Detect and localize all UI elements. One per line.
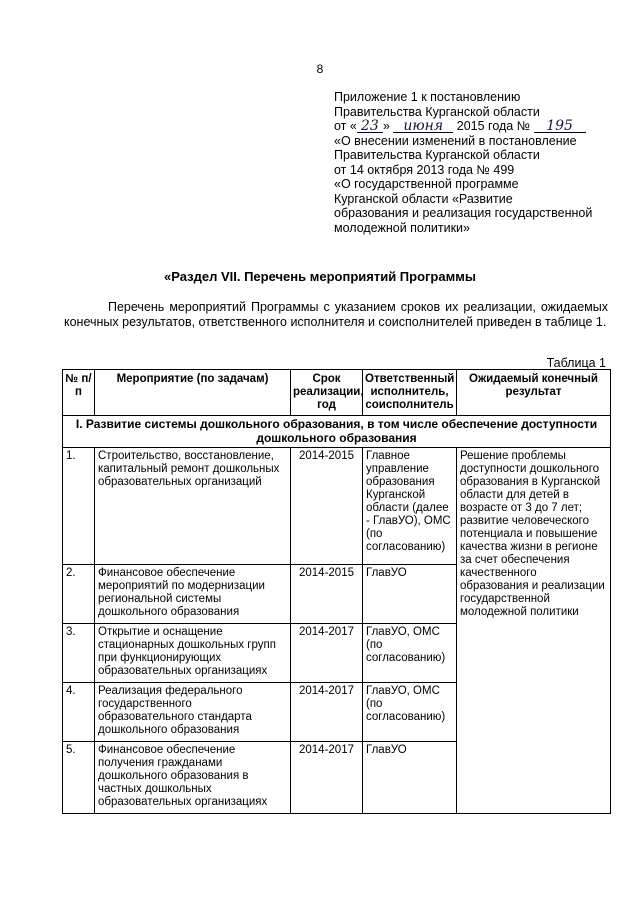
- header-result: Ожидаемый конечный результат: [457, 370, 611, 416]
- section-row-title: I. Развитие системы дошкольного образования, в том числе обеспечение доступности дошкольного образования: [63, 416, 611, 448]
- row-period: 2014-2015: [291, 448, 363, 565]
- table-section-row: [63, 416, 611, 448]
- approval-line: Приложение 1 к постановлению: [334, 90, 521, 104]
- table-header-row: [63, 370, 611, 416]
- table-caption: Таблица 1: [546, 356, 606, 370]
- row-measure: Финансовое обеспечение мероприятий по модернизации региональной системы дошкольного образования: [95, 565, 291, 624]
- header-period: Срок реализации, год: [291, 370, 363, 416]
- row-executor: Главное управление образования Курганской области (далее - ГлавУО), ОМС (по согласованию): [363, 448, 457, 565]
- row-measure: Строительство, восстановление, капитальный ремонт дошкольных образовательных организаций: [95, 448, 291, 565]
- approval-line: «О внесении изменений в постановление: [334, 133, 577, 148]
- row-period: 2014-2017: [291, 742, 363, 814]
- row-measure: Открытие и оснащение стационарных дошкольных групп при функционирующих образовательных организациях: [95, 624, 291, 683]
- row-executor: ГлавУО: [363, 565, 457, 624]
- approval-line: Правительства Курганской области: [334, 148, 540, 162]
- header-measure: Мероприятие (по задачам): [95, 370, 291, 416]
- header-num: № п/п: [63, 370, 95, 416]
- approval-line: Правительства Курганской области: [334, 104, 540, 119]
- year-text: 2015 года №: [456, 119, 531, 133]
- header-executor: Ответственный исполнитель, соисполнитель: [363, 370, 457, 416]
- approval-block: [334, 90, 634, 235]
- row-executor: ГлавУО: [363, 742, 457, 814]
- handwritten-month: июня: [393, 120, 453, 133]
- row-num: 3.: [63, 624, 95, 683]
- page-number: 8: [316, 62, 324, 76]
- approval-date-line: [334, 119, 634, 134]
- row-measure: Финансовое обеспечение получения гражданами дошкольного образования в частных дошкольных образовательных организациях: [95, 742, 291, 814]
- row-num: 2.: [63, 565, 95, 624]
- row-result: Решение проблемы доступности дошкольного образования в Курганской области для детей в возрасте от 3 до 7 лет; развитие человеческого потенциала и повышение качества жизни в регионе за счет обеспечения качественного образования и реализации государственной молодежной политики: [457, 448, 611, 814]
- handwritten-day: 23: [357, 120, 383, 133]
- row-executor: ГлавУО, ОМС (по согласованию): [363, 683, 457, 742]
- row-period: 2014-2017: [291, 624, 363, 683]
- approval-line: молодежной политики»: [334, 220, 470, 235]
- measures-table: [62, 369, 611, 814]
- handwritten-number: 195: [534, 120, 586, 133]
- row-measure: Реализация федерального государственного образовательного стандарта дошкольного образования: [95, 683, 291, 742]
- date-prefix: от «: [334, 119, 357, 133]
- approval-line: «О государственной программе: [334, 177, 519, 191]
- row-period: 2014-2017: [291, 683, 363, 742]
- approval-line: образования и реализация государственной: [334, 206, 593, 220]
- section-title: «Раздел VII. Перечень мероприятий Программы: [164, 269, 476, 284]
- table-row: [63, 448, 611, 565]
- approval-line: Курганской области «Развитие: [334, 191, 513, 206]
- row-num: 5.: [63, 742, 95, 814]
- intro-paragraph: Перечень мероприятий Программы с указанием сроков их реализации, ожидаемых конечных результатов, ответственного исполнителя и соисполнителей приведен в таблице 1.: [64, 300, 608, 329]
- approval-line: от 14 октября 2013 года № 499: [334, 162, 515, 177]
- row-num: 4.: [63, 683, 95, 742]
- date-mid: »: [382, 119, 390, 133]
- row-executor: ГлавУО, ОМС (по согласованию): [363, 624, 457, 683]
- row-num: 1.: [63, 448, 95, 565]
- row-period: 2014-2015: [291, 565, 363, 624]
